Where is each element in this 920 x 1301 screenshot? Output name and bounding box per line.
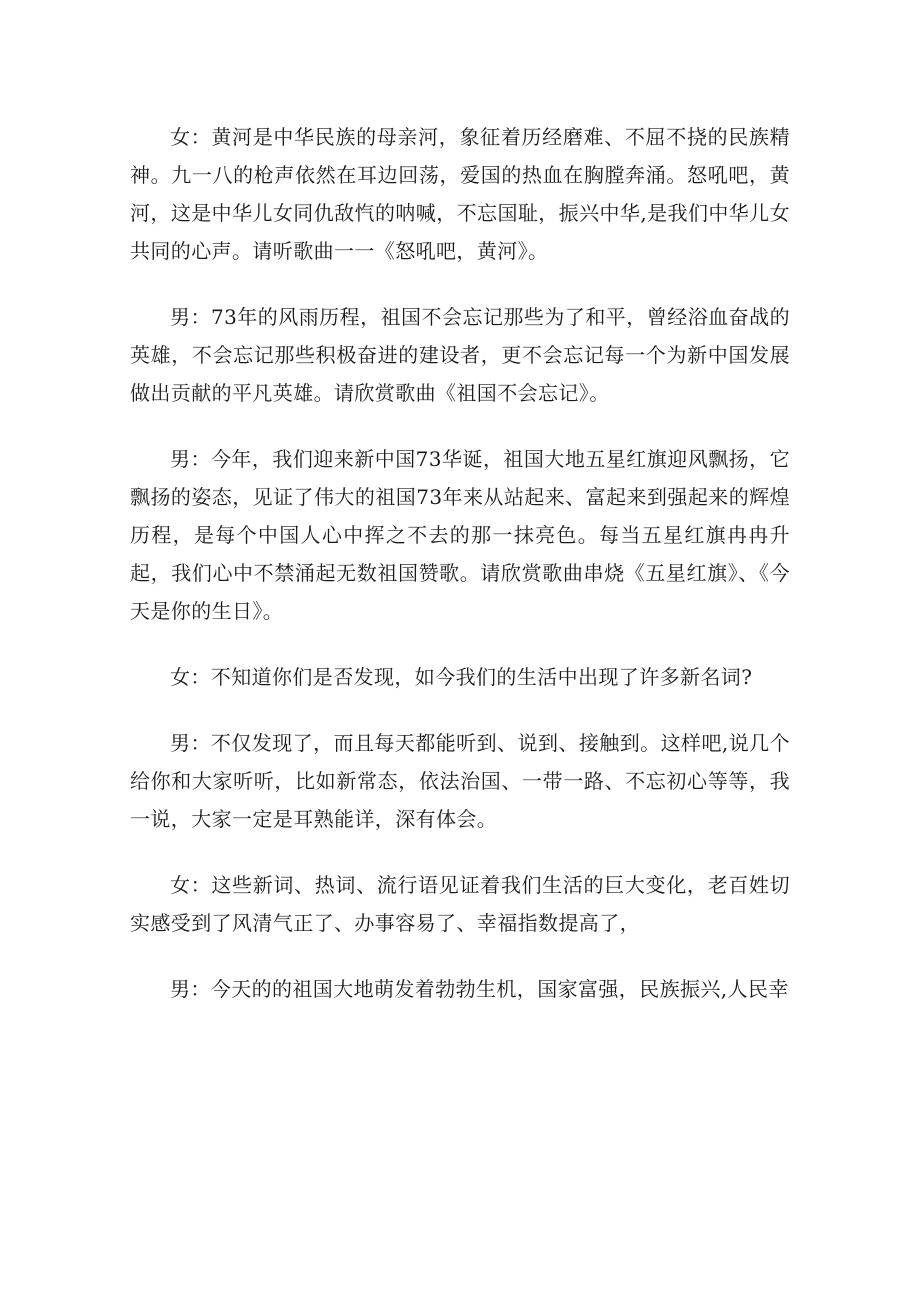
paragraph-5: 男：不仅发现了，而且每天都能听到、说到、接触到。这样吧,说几个给你和大家听听，比如新常态，依法治国、一带一路、不忘初心等等，我一说，大家一定是耳熟能详，深有体会。 (130, 731, 790, 831)
paragraph-4: 女：不知道你们是否发现，如今我们的生活中出现了许多新名词? (170, 665, 753, 689)
paragraph-2: 男：73年的风雨历程，祖国不会忘记那些为了和平，曾经浴血奋战的英雄，不会忘记那些积极奋进的建设者，更不会忘记每一个为新中国发展做出贡献的平凡英雄。请欣赏歌曲《祖国不会忘记》。 (130, 305, 790, 405)
paragraph-1: 女：黄河是中华民族的母亲河，象征着历经磨难、不屈不挠的民族精神。九一八的枪声依然在耳边回荡，爱国的热血在胸膛奔涌。怒吼吧，黄河，这是中华儿女同仇敌忾的呐喊，不忘国耻，振兴中华,是我们中华儿女共同的心声。请听歌曲一一《怒吼吧，黄河》。 (130, 125, 790, 263)
document-body (130, 118, 790, 1036)
paragraph-7: 男：今天的的祖国大地萌发着勃勃生机，国家富强，民族振兴,人民幸 (170, 977, 789, 1001)
paragraph-3: 男：今年，我们迎来新中国73华诞，祖国大地五星红旗迎风飘扬，它飘扬的姿态，见证了伟大的祖国73年来从站起来、富起来到强起来的辉煌历程，是每个中国人心中挥之不去的那一抹亮色。每当五星红旗冉冉升起，我们心中不禁涌起无数祖国赞歌。请欣赏歌曲串烧《五星红旗》、《今天是你的生日》。 (130, 447, 790, 623)
paragraph-6: 女：这些新词、热词、流行语见证着我们生活的巨大变化，老百姓切实感受到了风清气正了、办事容易了、幸福指数提高了， (130, 873, 790, 935)
